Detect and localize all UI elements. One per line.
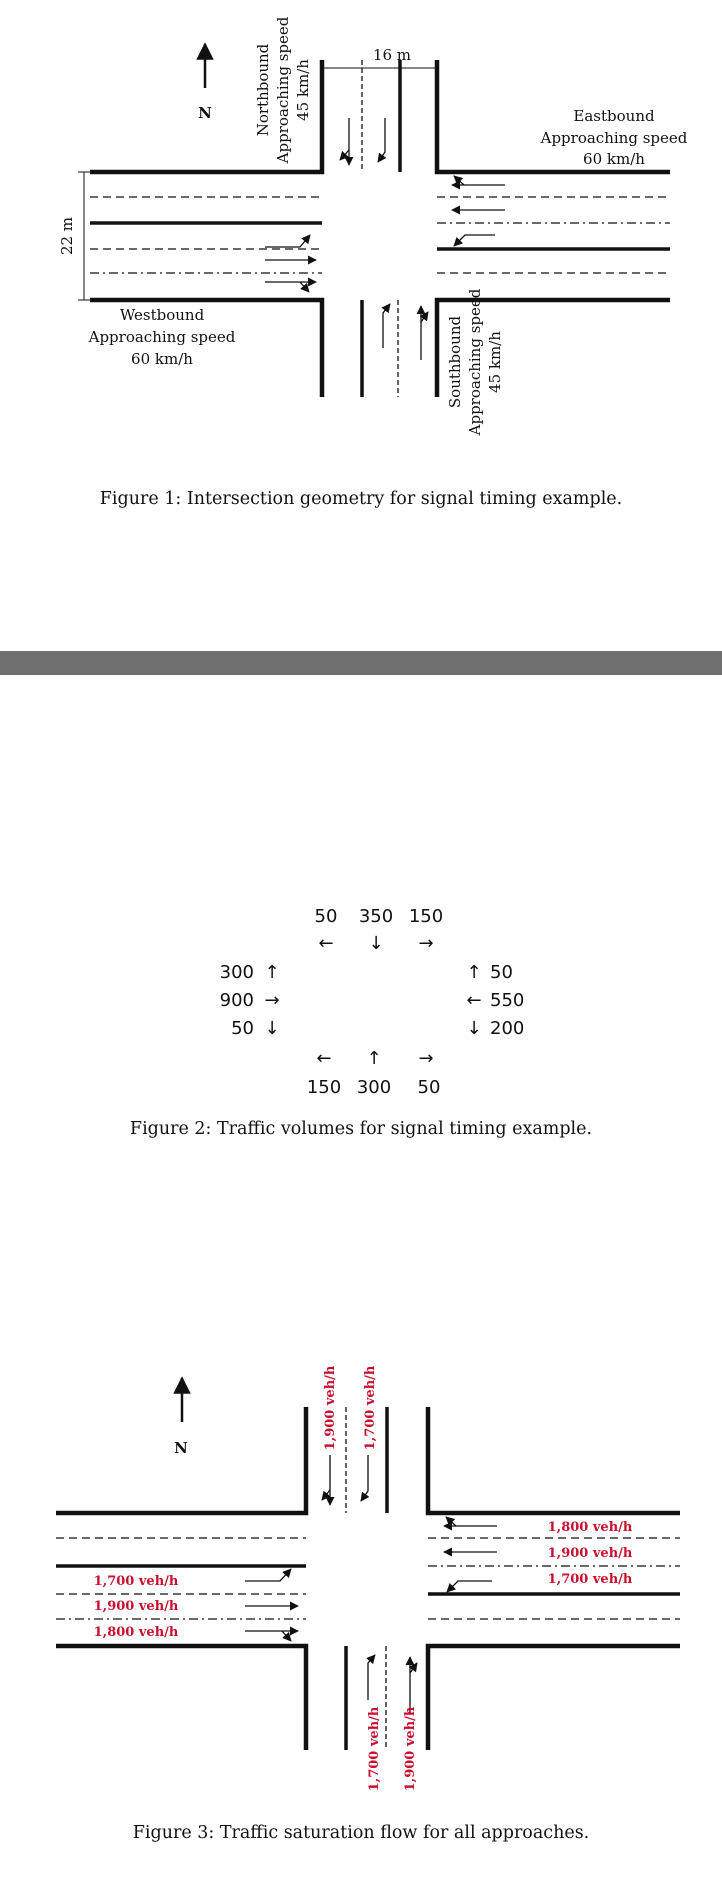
svg-text:50: 50 — [417, 1077, 441, 1098]
down-arrow-icon: ↓ — [264, 1018, 280, 1039]
figure-2-caption: Figure 2: Traffic volumes for signal timing example. — [129, 1119, 593, 1139]
svg-text:45 km/h: 45 km/h — [486, 331, 504, 393]
north-road-lane-markings — [362, 60, 400, 172]
svg-text:60 km/h: 60 km/h — [583, 150, 645, 168]
height-label: 22 m — [58, 216, 76, 256]
west-flow-labels — [94, 1574, 179, 1640]
up-arrow-icon: ↑ — [366, 1048, 382, 1069]
left-arrow-icon: ← — [466, 990, 482, 1011]
up-arrow-icon: ↑ — [466, 962, 482, 983]
figure-3-caption: Figure 3: Traffic saturation flow for all approaches. — [132, 1823, 590, 1843]
down-arrow-icon: ↓ — [466, 1018, 482, 1039]
svg-text:1,800 veh/h: 1,800 veh/h — [93, 1625, 179, 1640]
lane-arrows — [245, 1455, 497, 1713]
right-arrow-icon: → — [418, 933, 434, 954]
left-arrow-icon: ← — [316, 1048, 332, 1069]
svg-text:300: 300 — [356, 1077, 392, 1098]
svg-text:Northbound: Northbound — [254, 43, 272, 137]
svg-text:1,900 veh/h: 1,900 veh/h — [547, 1546, 633, 1561]
east-flow-labels — [548, 1520, 633, 1587]
left-arrow-icon: ← — [318, 933, 334, 954]
eastbound-label — [540, 107, 688, 168]
south-road-lane-markings — [362, 300, 398, 397]
bottom-volumes — [307, 1048, 441, 1098]
svg-text:150: 150 — [306, 1077, 342, 1098]
svg-text:Westbound: Westbound — [119, 306, 205, 324]
north-label: N — [174, 1439, 188, 1457]
svg-text:Eastbound: Eastbound — [573, 107, 655, 125]
svg-text:1,900 veh/h: 1,900 veh/h — [93, 1599, 179, 1614]
svg-text:50: 50 — [314, 906, 338, 927]
up-arrow-icon: ↑ — [264, 962, 280, 983]
north-right-flow-label: 1,700 veh/h — [363, 1365, 378, 1451]
svg-text:Approaching speed: Approaching speed — [274, 16, 292, 164]
north-left-flow-label: 1,900 veh/h — [323, 1365, 338, 1451]
svg-text:200: 200 — [490, 1018, 525, 1039]
right-arrow-icon: → — [418, 1048, 434, 1069]
right-volumes — [466, 962, 524, 1039]
north-label: N — [198, 104, 212, 122]
southbound-label — [446, 288, 504, 436]
figure-1-caption: Figure 1: Intersection geometry for signal timing example. — [99, 489, 623, 509]
figure-2-traffic-volumes — [0, 675, 722, 1185]
down-arrow-icon: ↓ — [368, 933, 384, 954]
svg-text:900: 900 — [219, 990, 254, 1011]
figure-1-intersection-geometry — [0, 0, 722, 650]
svg-text:150: 150 — [408, 906, 444, 927]
westbound-label — [88, 306, 236, 368]
svg-text:1,700 veh/h: 1,700 veh/h — [547, 1572, 633, 1587]
svg-text:Approaching speed: Approaching speed — [88, 328, 236, 346]
height-dimension — [78, 172, 90, 300]
svg-text:550: 550 — [490, 990, 525, 1011]
left-volumes — [220, 962, 280, 1039]
northbound-label — [254, 16, 312, 164]
svg-text:50: 50 — [490, 962, 513, 983]
section-divider — [0, 651, 722, 675]
svg-text:1,700 veh/h: 1,700 veh/h — [93, 1574, 179, 1589]
svg-text:45 km/h: 45 km/h — [294, 59, 312, 121]
svg-text:Approaching speed: Approaching speed — [466, 288, 484, 436]
svg-text:300: 300 — [219, 962, 254, 983]
svg-text:1,800 veh/h: 1,800 veh/h — [547, 1520, 633, 1535]
svg-text:Southbound: Southbound — [446, 315, 464, 409]
right-arrow-icon: → — [264, 990, 280, 1011]
west-road-lane-markings — [90, 197, 322, 273]
svg-text:50: 50 — [231, 1018, 254, 1039]
svg-text:350: 350 — [358, 906, 394, 927]
svg-text:Approaching speed: Approaching speed — [540, 129, 688, 147]
top-volumes — [315, 906, 444, 954]
figure-3-saturation-flow — [0, 1185, 722, 1889]
svg-text:60 km/h: 60 km/h — [131, 350, 193, 368]
width-label: 16 m — [372, 46, 412, 64]
south-left-flow-label: 1,700 veh/h — [367, 1706, 382, 1792]
south-right-flow-label: 1,900 veh/h — [403, 1706, 418, 1792]
